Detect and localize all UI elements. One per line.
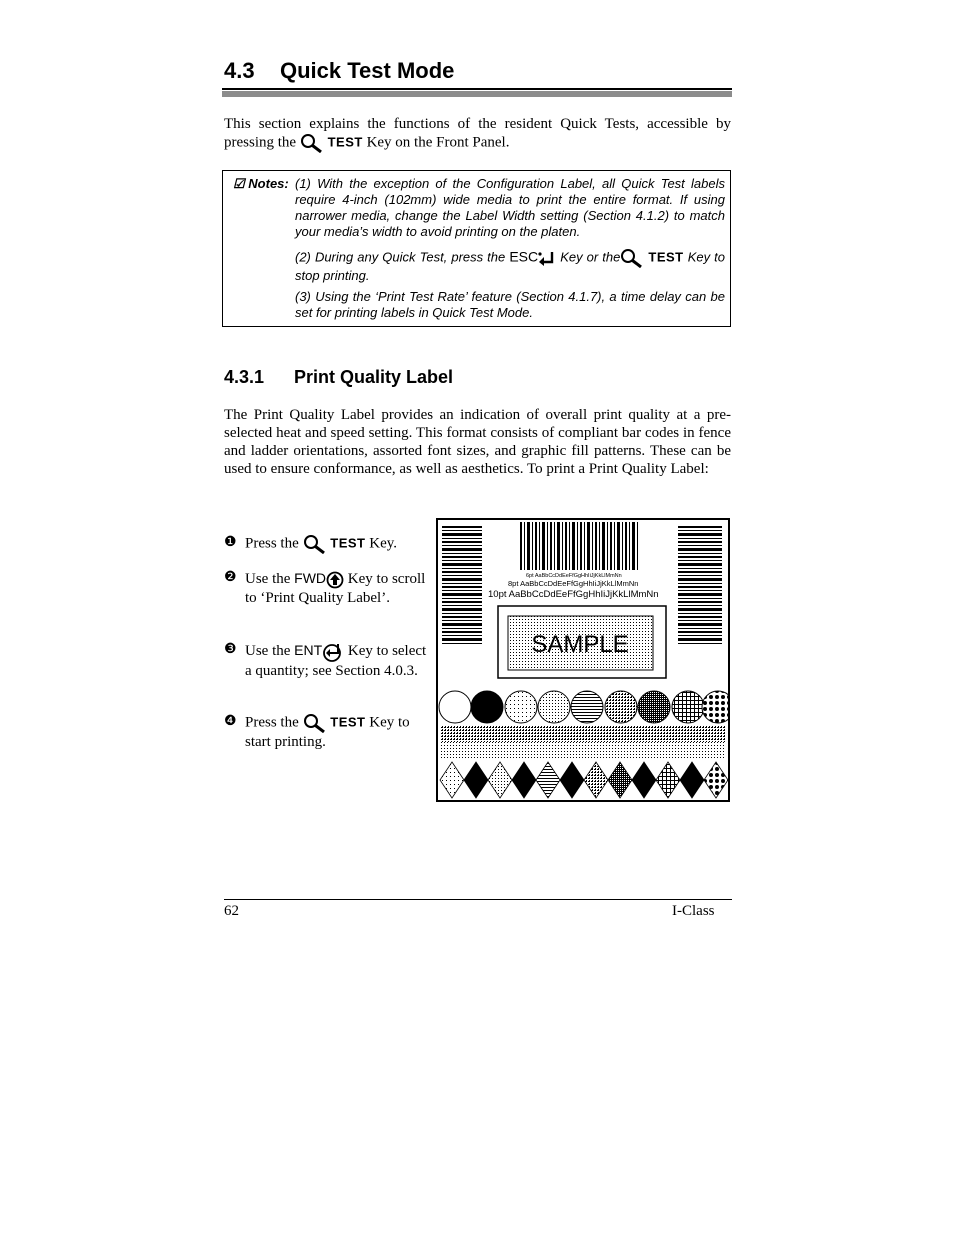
note-2-before: (2) During any Quick Test, press the (295, 249, 506, 265)
heading-rule-dark (222, 88, 732, 90)
fill-band-2 (440, 742, 726, 760)
magnifier-icon (300, 133, 324, 153)
subsection-paragraph: The Print Quality Label provides an indication of overall print quality at a pre-selected heat and speed setting. This format consists of compliant bar codes in fence and ladder orientations, assorted font sizes, and graphic fill patterns. These can be used to ensure conformance, as well as aesthetics. To print a Print Quality Label: (224, 407, 731, 477)
intro-text-before: This section explains the functions of the resident Quick Tests, accessible by pressing the (224, 116, 731, 151)
magnifier-icon (620, 248, 644, 268)
step-2 (245, 569, 427, 607)
step-1-after: Key. (369, 535, 398, 552)
fence-barcode (520, 522, 638, 570)
font-sample-6pt: 6pt AaBbCcDdEeFfGgHhIiJjKkLlMmNn (526, 573, 622, 579)
step-1 (245, 534, 427, 554)
notes-label: Notes: (248, 176, 289, 191)
step-2-before: Use the (245, 571, 291, 587)
section-heading (224, 58, 454, 84)
heading-rule-grey (222, 91, 732, 97)
step-1-before: Press the (245, 535, 299, 552)
intro-text-after: Key on the Front Panel. (366, 134, 510, 151)
notes-box (222, 170, 731, 327)
right-ladder-barcode (678, 526, 722, 644)
step-3-before: Use the (245, 643, 291, 659)
print-quality-label-image (436, 518, 730, 802)
font-sample-10pt: 10pt AaBbCcDdEeFfGgHhIiJjKkLlMmNn (488, 589, 659, 600)
step-3-after: Key to select a quantity; see Section 4.0.3. (245, 643, 427, 679)
subsection-title: Print Quality Label (294, 367, 454, 387)
fill-pattern-circles (439, 691, 728, 723)
step-4 (245, 713, 427, 751)
note-2-after: Key to stop printing. (295, 249, 725, 283)
forward-up-icon (326, 571, 344, 589)
page-number: 62 (224, 903, 239, 919)
step-3 (245, 641, 427, 680)
font-sample-8pt: 8pt AaBbCcDdEeFfGgHhIiJjKkLlMmNn (508, 579, 639, 588)
step-2-bullet: ❷ (224, 570, 237, 585)
magnifier-icon (303, 534, 327, 554)
step-4-after: Key to start printing. (245, 714, 410, 750)
section-number: 4.3 (224, 58, 255, 83)
checkbox-icon: ☑ (233, 176, 245, 191)
test-key-label: TEST (330, 714, 366, 730)
test-key-label: TEST (327, 134, 363, 150)
sample-label-graphic (438, 520, 728, 800)
step-1-bullet: ❶ (224, 535, 237, 550)
subsection-heading (224, 367, 453, 388)
note-1: (1) With the exception of the Configuration Label, all Quick Test labels require 4-inch (102mm) wide media to print the entire format. If using narrower media, change the Label Width setting (Section 4.1.2) to match your media’s width to avoid printing on the platen. (295, 176, 725, 239)
esc-back-icon (538, 250, 556, 266)
step-4-bullet: ❹ (224, 714, 237, 729)
footer-product: I-Class (672, 903, 715, 919)
note-3: (3) Using the ‘Print Test Rate’ feature (Section 4.1.7), a time delay can be set for printing labels in Quick Test Mode. (295, 289, 725, 320)
notes-heading (233, 176, 289, 192)
test-key-label: TEST (330, 535, 366, 551)
fill-pattern-diamonds (440, 762, 728, 798)
ent-key-label: ENT (294, 642, 323, 658)
step-2-after: Key to scroll to ‘Print Quality Label’. (245, 571, 426, 606)
footer-rule (224, 899, 732, 900)
enter-return-icon (322, 642, 344, 662)
fwd-key-label: FWD (294, 570, 327, 586)
note-2-middle: Key or the (560, 249, 621, 265)
note-2 (295, 248, 725, 284)
step-4-before: Press the (245, 714, 299, 731)
subsection-number: 4.3.1 (224, 367, 265, 387)
magnifier-icon (303, 713, 327, 733)
esc-key-label: ESC (509, 248, 539, 265)
section-title: Quick Test Mode (280, 58, 455, 83)
left-ladder-barcode (442, 526, 482, 644)
fill-band-1 (440, 726, 726, 742)
step-3-bullet: ❸ (224, 642, 237, 657)
sample-text: SAMPLE (531, 631, 629, 658)
test-key-label: TEST (648, 249, 684, 265)
intro-paragraph (224, 115, 731, 153)
